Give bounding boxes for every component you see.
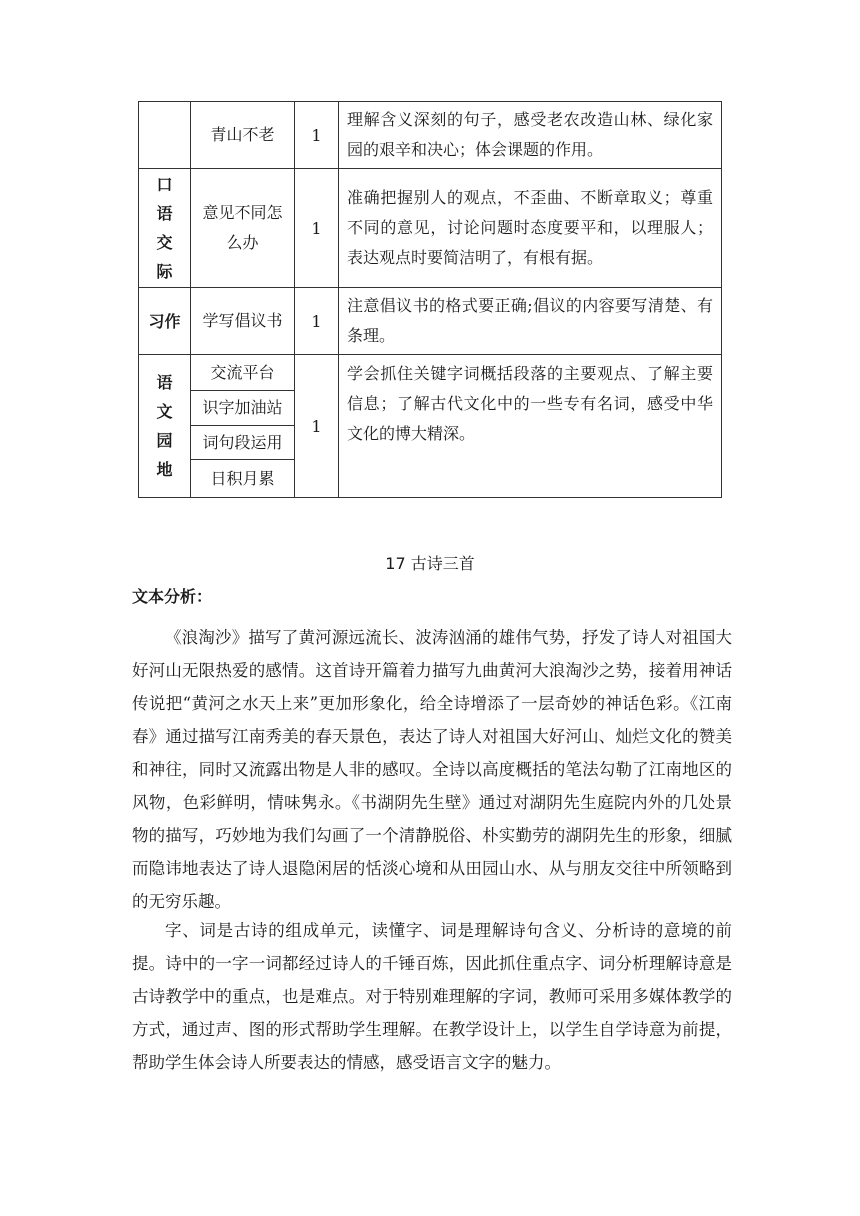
analysis-paragraph: 字、词是古诗的组成单元，读懂字、词是理解诗句含义、分析诗的意境的前提。诗中的一字一词都经过诗人的千锤百炼，因此抓住重点字、词分析理解诗意是古诗教学中的重点，也是难点。对于特别难理解的字词，教师可采用多媒体教学的方式，通过声、图的形式帮助学生理解。在教学设计上，以学生自学诗意为前提，帮助学生体会诗人所要表达的情感，感受语言文字的魅力。 [132, 921, 732, 1072]
lesson-cell: 青山不老 [191, 102, 295, 169]
category-char: 语 [156, 373, 173, 392]
category-cell [139, 169, 191, 288]
lesson-cell: 交流平台 [191, 355, 295, 391]
analysis-paragraph: 《浪淘沙》描写了黄河源远流长、波涛汹涌的雄伟气势，抒发了诗人对祖国大好河山无限热爱的感情。这首诗开篇着力描写九曲黄河大浪淘沙之势，接着用神话传说把“黄河之水天上来”更加形象化，给全诗增添了一层奇妙的神话色彩。《江南春》通过描写江南秀美的春天景色，表达了诗人对祖国大好河山、灿烂文化的赞美和神往，同时又流露出物是人非的感叹。全诗以高度概括的笔法勾勒了江南地区的风物，色彩鲜明，情味隽永。《书湖阴先生壁》通过对湖阴先生庭院内外的几处景物的描写，巧妙地为我们勾画了一个清静脱俗、朴实勤劳的湖阴先生的形象，细腻而隐讳地表达了诗人退隐闲居的恬淡心境和从田园山水、从与朋友交往中所领略到的无穷乐趣。 [132, 628, 732, 911]
lesson-name: 意见不同怎么办 [202, 203, 283, 252]
category-char: 地 [156, 460, 173, 479]
category-char: 交 [156, 233, 173, 252]
hours-cell: 1 [295, 102, 339, 169]
category-cell [139, 102, 191, 169]
lesson-cell: 识字加油站 [191, 391, 295, 426]
goal-cell: 注意倡议书的格式要正确;倡议的内容要写清楚、有条理。 [339, 288, 722, 355]
category-char: 际 [156, 262, 173, 281]
lesson-cell [191, 169, 295, 288]
lesson-cell: 日积月累 [191, 460, 295, 498]
category-char: 口 [156, 175, 173, 194]
section-title: 17 古诗三首 [385, 554, 475, 573]
category-cell [139, 355, 191, 498]
table-row [139, 102, 722, 169]
category-char: 文 [156, 402, 173, 421]
category-char: 语 [156, 204, 173, 223]
table-row [139, 169, 722, 288]
table-row [139, 355, 722, 391]
goal-cell: 学会抓住关键字词概括段落的主要观点、了解主要信息；了解古代文化中的一些专有名词，感受中华文化的博大精深。 [339, 355, 722, 498]
analysis-label: 文本分析： [132, 587, 213, 606]
table-row [139, 288, 722, 355]
hours-cell: 1 [295, 355, 339, 498]
lesson-cell: 词句段运用 [191, 426, 295, 460]
hours-cell: 1 [295, 169, 339, 288]
goal-cell: 理解含义深刻的句子，感受老农改造山林、绿化家园的艰辛和决心；体会课题的作用。 [339, 102, 722, 169]
category-char: 园 [156, 431, 173, 450]
lesson-cell: 学写倡议书 [191, 288, 295, 355]
lesson-plan-table [138, 101, 722, 498]
hours-cell: 1 [295, 288, 339, 355]
category-cell: 习作 [139, 288, 191, 355]
goal-cell: 准确把握别人的观点，不歪曲、不断章取义；尊重不同的意见，讨论问题时态度要平和，以理服人；表达观点时要简洁明了，有根有据。 [339, 169, 722, 288]
